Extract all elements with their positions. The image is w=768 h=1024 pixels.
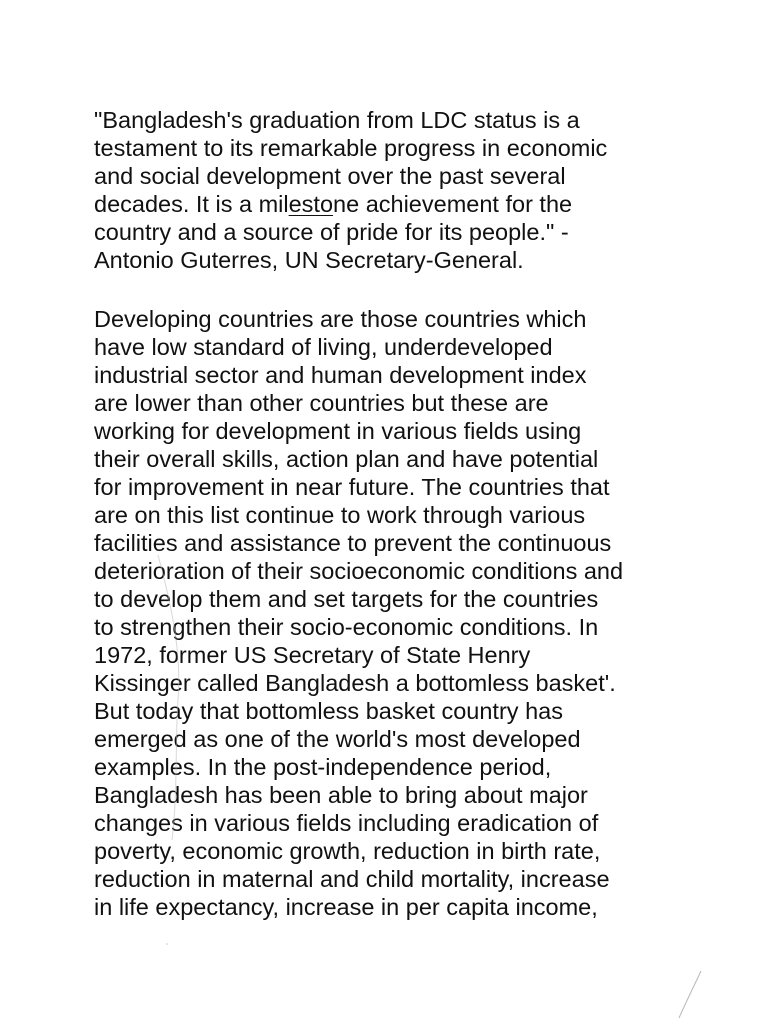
body-line: are lower than other countries but these are: [94, 390, 549, 416]
body-line: Bangladesh has been able to bring about major: [94, 782, 588, 808]
body-line: facilities and assistance to prevent the continuous: [94, 530, 612, 556]
quote-line: testament to its remarkable progress in economic: [94, 135, 608, 161]
body-line: poverty, economic growth, reduction in birth rate,: [94, 838, 601, 864]
body-line: in life expectancy, increase in per capita income,: [94, 894, 598, 920]
quote-line: [94, 190, 684, 218]
body-line: to develop them and set targets for the countries: [94, 586, 599, 612]
body-line: are on this list continue to work through various: [94, 502, 586, 528]
underlined-text: esto: [288, 191, 334, 217]
body-line: deterioration of their socioeconomic conditions and: [94, 558, 624, 584]
body-line: Kissinger called Bangladesh a bottomless basket'.: [94, 670, 616, 696]
body-line: their overall skills, action plan and have potential: [94, 446, 599, 472]
quote-attribution: Antonio Guterres, UN Secretary-General.: [94, 247, 524, 273]
quote-line: "Bangladesh's graduation from LDC status is a: [94, 107, 580, 133]
quote-paragraph: [94, 106, 684, 274]
body-line: have low standard of living, underdeveloped: [94, 334, 553, 360]
body-line: reduction in maternal and child mortality, increase: [94, 866, 610, 892]
body-line: examples. In the post-independence period,: [94, 754, 552, 780]
body-line: Developing countries are those countries which: [94, 306, 587, 332]
body-line: working for development in various fields using: [94, 418, 582, 444]
body-line: But today that bottomless basket country has: [94, 698, 563, 724]
body-paragraph: [94, 305, 684, 921]
quote-line-text: decades. It is a mil: [94, 191, 289, 217]
body-line: for improvement in near future. The countries that: [94, 474, 610, 500]
body-line: to strengthen their socio-economic conditions. In: [94, 614, 599, 640]
body-line: changes in various fields including eradication of: [94, 810, 599, 836]
body-line: 1972, former US Secretary of State Henry: [94, 642, 531, 668]
body-line: emerged as one of the world's most developed: [94, 726, 581, 752]
pen-stroke-bottom-right: [679, 971, 701, 1018]
quote-line-text: ne achievement for the: [333, 191, 573, 217]
pen-dot: [166, 943, 168, 945]
quote-line: country and a source of pride for its people." -: [94, 219, 569, 245]
body-line: industrial sector and human development index: [94, 362, 587, 388]
quote-line: and social development over the past several: [94, 163, 566, 189]
